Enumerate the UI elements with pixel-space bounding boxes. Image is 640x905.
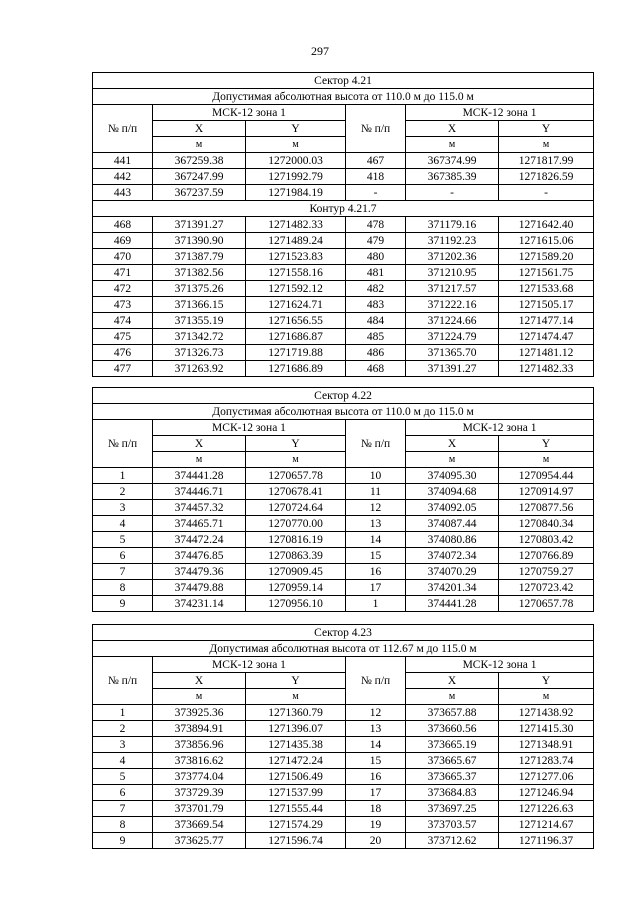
y-value: 1271214.67	[499, 817, 594, 833]
point-number: 443	[93, 185, 153, 201]
sector-title: Сектор 4.22	[93, 388, 594, 404]
table-row	[93, 737, 594, 753]
x-value: 373774.04	[153, 769, 246, 785]
sector-4-22-block	[92, 387, 593, 612]
table-row	[93, 297, 594, 313]
x-value: 371217.57	[406, 281, 499, 297]
x-value: 373665.19	[406, 737, 499, 753]
y-value: 1271719.88	[246, 345, 346, 361]
table-body	[93, 73, 594, 377]
table-row	[93, 249, 594, 265]
y-value: 1271596.74	[246, 833, 346, 849]
y-value: 1270723.42	[499, 580, 594, 596]
x-value: 374476.85	[153, 548, 246, 564]
axis-row	[93, 673, 594, 689]
x-value: 371210.95	[406, 265, 499, 281]
table-row	[93, 313, 594, 329]
unit-label: м	[246, 689, 346, 705]
x-value: 367247.99	[153, 169, 246, 185]
table-row	[93, 532, 594, 548]
point-number: 470	[93, 249, 153, 265]
x-value: 374070.29	[406, 564, 499, 580]
x-value: 373665.67	[406, 753, 499, 769]
y-value: 1271558.16	[246, 265, 346, 281]
point-number: 467	[346, 153, 406, 169]
y-value: 1271686.87	[246, 329, 346, 345]
unit-label: м	[499, 452, 594, 468]
point-number: 19	[346, 817, 406, 833]
column-header-number: № п/п	[93, 420, 153, 468]
x-value: 374080.86	[406, 532, 499, 548]
unit-label: м	[153, 689, 246, 705]
point-number: 474	[93, 313, 153, 329]
x-value: 374094.68	[406, 484, 499, 500]
y-value: 1271984.19	[246, 185, 346, 201]
unit-label: м	[499, 137, 594, 153]
unit-row	[93, 137, 594, 153]
point-number: 484	[346, 313, 406, 329]
y-value: 1271472.24	[246, 753, 346, 769]
height-note: Допустимая абсолютная высота от 110.0 м до 115.0 м	[93, 89, 594, 105]
x-value: 373925.36	[153, 705, 246, 721]
y-value: 1271642.40	[499, 217, 594, 233]
x-value: 374446.71	[153, 484, 246, 500]
x-value: 373684.83	[406, 785, 499, 801]
x-value: 374072.34	[406, 548, 499, 564]
y-value: 1271474.47	[499, 329, 594, 345]
point-number: 8	[93, 817, 153, 833]
y-header: Y	[246, 436, 346, 452]
point-number: 12	[346, 705, 406, 721]
sector-4-23-block	[92, 624, 593, 849]
x-value: 373816.62	[153, 753, 246, 769]
column-header-number: № п/п	[346, 105, 406, 153]
sector-title: Сектор 4.21	[93, 73, 594, 89]
y-value: 1271283.74	[499, 753, 594, 769]
point-number: 476	[93, 345, 153, 361]
x-value: 374095.30	[406, 468, 499, 484]
column-header-number: № п/п	[93, 657, 153, 705]
sector-title-row	[93, 73, 594, 89]
y-value: 1271226.63	[499, 801, 594, 817]
y-value: -	[499, 185, 594, 201]
y-value: 1270770.00	[246, 516, 346, 532]
table-row	[93, 721, 594, 737]
point-number: 471	[93, 265, 153, 281]
point-number: 13	[346, 516, 406, 532]
x-value: -	[406, 185, 499, 201]
unit-label: м	[406, 452, 499, 468]
y-value: 1270724.64	[246, 500, 346, 516]
x-value: 374472.24	[153, 532, 246, 548]
column-header-number: № п/п	[346, 420, 406, 468]
x-header: X	[153, 121, 246, 137]
point-number: 486	[346, 345, 406, 361]
table-row	[93, 153, 594, 169]
x-value: 374092.05	[406, 500, 499, 516]
x-value: 373669.54	[153, 817, 246, 833]
zone-header: МСК-12 зона 1	[153, 657, 346, 673]
point-number: 1	[93, 468, 153, 484]
x-value: 371326.73	[153, 345, 246, 361]
point-number: 7	[93, 801, 153, 817]
zone-header: МСК-12 зона 1	[406, 105, 594, 121]
y-value: 1271396.07	[246, 721, 346, 737]
point-number: 472	[93, 281, 153, 297]
point-number: 4	[93, 516, 153, 532]
height-note-row	[93, 404, 594, 420]
x-value: 373712.62	[406, 833, 499, 849]
y-value: 1271555.44	[246, 801, 346, 817]
y-header: Y	[499, 436, 594, 452]
y-value: 1270914.97	[499, 484, 594, 500]
table-body	[93, 388, 594, 612]
point-number: 478	[346, 217, 406, 233]
y-value: 1270657.78	[499, 596, 594, 612]
point-number: 473	[93, 297, 153, 313]
point-number: 16	[346, 769, 406, 785]
point-number: 10	[346, 468, 406, 484]
point-number: 480	[346, 249, 406, 265]
x-value: 371355.19	[153, 313, 246, 329]
table-row	[93, 564, 594, 580]
sector-4-21-block	[92, 72, 593, 377]
x-value: 371342.72	[153, 329, 246, 345]
coordinates-table	[92, 387, 594, 612]
x-value: 371192.23	[406, 233, 499, 249]
y-value: 1271481.12	[499, 345, 594, 361]
y-header: Y	[246, 673, 346, 689]
table-body	[93, 625, 594, 849]
y-value: 1271506.49	[246, 769, 346, 785]
y-value: 1270803.42	[499, 532, 594, 548]
point-number: 418	[346, 169, 406, 185]
table-row	[93, 500, 594, 516]
point-number: 1	[93, 705, 153, 721]
x-value: 374457.32	[153, 500, 246, 516]
point-number: 483	[346, 297, 406, 313]
unit-label: м	[246, 137, 346, 153]
table-row	[93, 785, 594, 801]
y-value: 1271826.59	[499, 169, 594, 185]
table-row	[93, 769, 594, 785]
x-value: 367385.39	[406, 169, 499, 185]
x-value: 371202.36	[406, 249, 499, 265]
y-value: 1271615.06	[499, 233, 594, 249]
x-value: 373660.56	[406, 721, 499, 737]
column-header-number: № п/п	[346, 657, 406, 705]
y-value: 1271589.20	[499, 249, 594, 265]
y-value: 1271477.14	[499, 313, 594, 329]
coordinates-table	[92, 624, 594, 849]
y-value: 1271360.79	[246, 705, 346, 721]
unit-label: м	[406, 689, 499, 705]
table-row	[93, 345, 594, 361]
table-row	[93, 217, 594, 233]
x-header: X	[153, 436, 246, 452]
table-row	[93, 705, 594, 721]
sector-title: Сектор 4.23	[93, 625, 594, 641]
table-row	[93, 281, 594, 297]
coordinates-table	[92, 72, 594, 377]
unit-label: м	[499, 689, 594, 705]
header-row	[93, 420, 594, 436]
table-row	[93, 548, 594, 564]
x-header: X	[406, 121, 499, 137]
x-value: 371366.15	[153, 297, 246, 313]
table-row	[93, 329, 594, 345]
axis-row	[93, 121, 594, 137]
point-number: 485	[346, 329, 406, 345]
page-number: 297	[311, 44, 329, 58]
x-value: 373729.39	[153, 785, 246, 801]
unit-row	[93, 452, 594, 468]
x-value: 373856.96	[153, 737, 246, 753]
zone-header: МСК-12 зона 1	[153, 105, 346, 121]
y-value: 1270959.14	[246, 580, 346, 596]
y-value: 1270840.34	[499, 516, 594, 532]
x-value: 367259.38	[153, 153, 246, 169]
point-number: 20	[346, 833, 406, 849]
point-number: 441	[93, 153, 153, 169]
x-value: 373701.79	[153, 801, 246, 817]
table-row	[93, 468, 594, 484]
table-row	[93, 516, 594, 532]
point-number: 477	[93, 361, 153, 377]
axis-row	[93, 436, 594, 452]
y-value: 1272000.03	[246, 153, 346, 169]
column-header-number: № п/п	[93, 105, 153, 153]
point-number: 6	[93, 548, 153, 564]
x-value: 371224.79	[406, 329, 499, 345]
table-row	[93, 265, 594, 281]
y-value: 1271489.24	[246, 233, 346, 249]
y-value: 1270877.56	[499, 500, 594, 516]
x-value: 371375.26	[153, 281, 246, 297]
point-number: 5	[93, 532, 153, 548]
point-number: 475	[93, 329, 153, 345]
table-row	[93, 580, 594, 596]
point-number: 11	[346, 484, 406, 500]
y-value: 1270956.10	[246, 596, 346, 612]
x-value: 373657.88	[406, 705, 499, 721]
x-value: 371387.79	[153, 249, 246, 265]
point-number: 468	[93, 217, 153, 233]
y-value: 1271656.55	[246, 313, 346, 329]
y-value: 1271537.99	[246, 785, 346, 801]
header-row	[93, 105, 594, 121]
table-row	[93, 817, 594, 833]
point-number: 1	[346, 596, 406, 612]
y-value: 1271505.17	[499, 297, 594, 313]
y-value: 1270954.44	[499, 468, 594, 484]
y-header: Y	[499, 121, 594, 137]
y-value: 1270657.78	[246, 468, 346, 484]
point-number: 14	[346, 532, 406, 548]
x-value: 374231.14	[153, 596, 246, 612]
y-value: 1271992.79	[246, 169, 346, 185]
point-number: 469	[93, 233, 153, 249]
point-number: 479	[346, 233, 406, 249]
zone-header: МСК-12 зона 1	[406, 420, 594, 436]
x-header: X	[406, 436, 499, 452]
x-value: 374479.88	[153, 580, 246, 596]
y-value: 1271482.33	[246, 217, 346, 233]
point-number: 9	[93, 596, 153, 612]
table-row	[93, 185, 594, 201]
table-row	[93, 753, 594, 769]
y-value: 1271592.12	[246, 281, 346, 297]
point-number: 3	[93, 737, 153, 753]
y-value: 1270759.27	[499, 564, 594, 580]
table-row	[93, 169, 594, 185]
table-row	[93, 484, 594, 500]
point-number: 4	[93, 753, 153, 769]
y-value: 1271624.71	[246, 297, 346, 313]
height-note-row	[93, 89, 594, 105]
point-number: 12	[346, 500, 406, 516]
point-number: 7	[93, 564, 153, 580]
y-value: 1270766.89	[499, 548, 594, 564]
x-value: 371222.16	[406, 297, 499, 313]
y-value: 1271277.06	[499, 769, 594, 785]
x-value: 371391.27	[153, 217, 246, 233]
x-value: 367374.99	[406, 153, 499, 169]
x-value: 371179.16	[406, 217, 499, 233]
y-value: 1270816.19	[246, 532, 346, 548]
point-number: -	[346, 185, 406, 201]
x-value: 371365.70	[406, 345, 499, 361]
x-value: 374465.71	[153, 516, 246, 532]
point-number: 482	[346, 281, 406, 297]
point-number: 8	[93, 580, 153, 596]
table-row	[93, 833, 594, 849]
y-value: 1271533.68	[499, 281, 594, 297]
y-value: 1271574.29	[246, 817, 346, 833]
height-note-row	[93, 641, 594, 657]
x-value: 374087.44	[406, 516, 499, 532]
point-number: 6	[93, 785, 153, 801]
table-row	[93, 361, 594, 377]
y-value: 1271817.99	[499, 153, 594, 169]
x-value: 374441.28	[153, 468, 246, 484]
x-value: 371263.92	[153, 361, 246, 377]
x-value: 371224.66	[406, 313, 499, 329]
y-value: 1271246.94	[499, 785, 594, 801]
contour-title: Контур 4.21.7	[93, 201, 594, 217]
height-note: Допустимая абсолютная высота от 110.0 м до 115.0 м	[93, 404, 594, 420]
x-value: 373697.25	[406, 801, 499, 817]
y-header: Y	[246, 121, 346, 137]
y-value: 1271523.83	[246, 249, 346, 265]
unit-label: м	[153, 452, 246, 468]
point-number: 15	[346, 753, 406, 769]
unit-label: м	[153, 137, 246, 153]
y-value: 1271435.38	[246, 737, 346, 753]
x-value: 374441.28	[406, 596, 499, 612]
y-value: 1271348.91	[499, 737, 594, 753]
sector-title-row	[93, 625, 594, 641]
point-number: 17	[346, 580, 406, 596]
y-value: 1271686.89	[246, 361, 346, 377]
point-number: 2	[93, 721, 153, 737]
y-value: 1271438.92	[499, 705, 594, 721]
x-value: 371382.56	[153, 265, 246, 281]
x-header: X	[406, 673, 499, 689]
x-value: 374479.36	[153, 564, 246, 580]
point-number: 14	[346, 737, 406, 753]
x-value: 371390.90	[153, 233, 246, 249]
x-header: X	[153, 673, 246, 689]
table-row	[93, 233, 594, 249]
point-number: 481	[346, 265, 406, 281]
point-number: 15	[346, 548, 406, 564]
x-value: 373894.91	[153, 721, 246, 737]
y-value: 1271482.33	[499, 361, 594, 377]
sector-title-row	[93, 388, 594, 404]
contour-row	[93, 201, 594, 217]
point-number: 17	[346, 785, 406, 801]
y-header: Y	[499, 673, 594, 689]
x-value: 374201.34	[406, 580, 499, 596]
x-value: 373665.37	[406, 769, 499, 785]
point-number: 442	[93, 169, 153, 185]
point-number: 9	[93, 833, 153, 849]
height-note: Допустимая абсолютная высота от 112.67 м до 115.0 м	[93, 641, 594, 657]
header-row	[93, 657, 594, 673]
y-value: 1271196.37	[499, 833, 594, 849]
y-value: 1270678.41	[246, 484, 346, 500]
y-value: 1270909.45	[246, 564, 346, 580]
table-row	[93, 596, 594, 612]
x-value: 371391.27	[406, 361, 499, 377]
y-value: 1271561.75	[499, 265, 594, 281]
x-value: 373703.57	[406, 817, 499, 833]
zone-header: МСК-12 зона 1	[153, 420, 346, 436]
unit-label: м	[406, 137, 499, 153]
point-number: 3	[93, 500, 153, 516]
y-value: 1271415.30	[499, 721, 594, 737]
unit-label: м	[246, 452, 346, 468]
point-number: 18	[346, 801, 406, 817]
point-number: 468	[346, 361, 406, 377]
table-row	[93, 801, 594, 817]
y-value: 1270863.39	[246, 548, 346, 564]
unit-row	[93, 689, 594, 705]
point-number: 16	[346, 564, 406, 580]
zone-header: МСК-12 зона 1	[406, 657, 594, 673]
x-value: 373625.77	[153, 833, 246, 849]
point-number: 2	[93, 484, 153, 500]
point-number: 13	[346, 721, 406, 737]
x-value: 367237.59	[153, 185, 246, 201]
point-number: 5	[93, 769, 153, 785]
